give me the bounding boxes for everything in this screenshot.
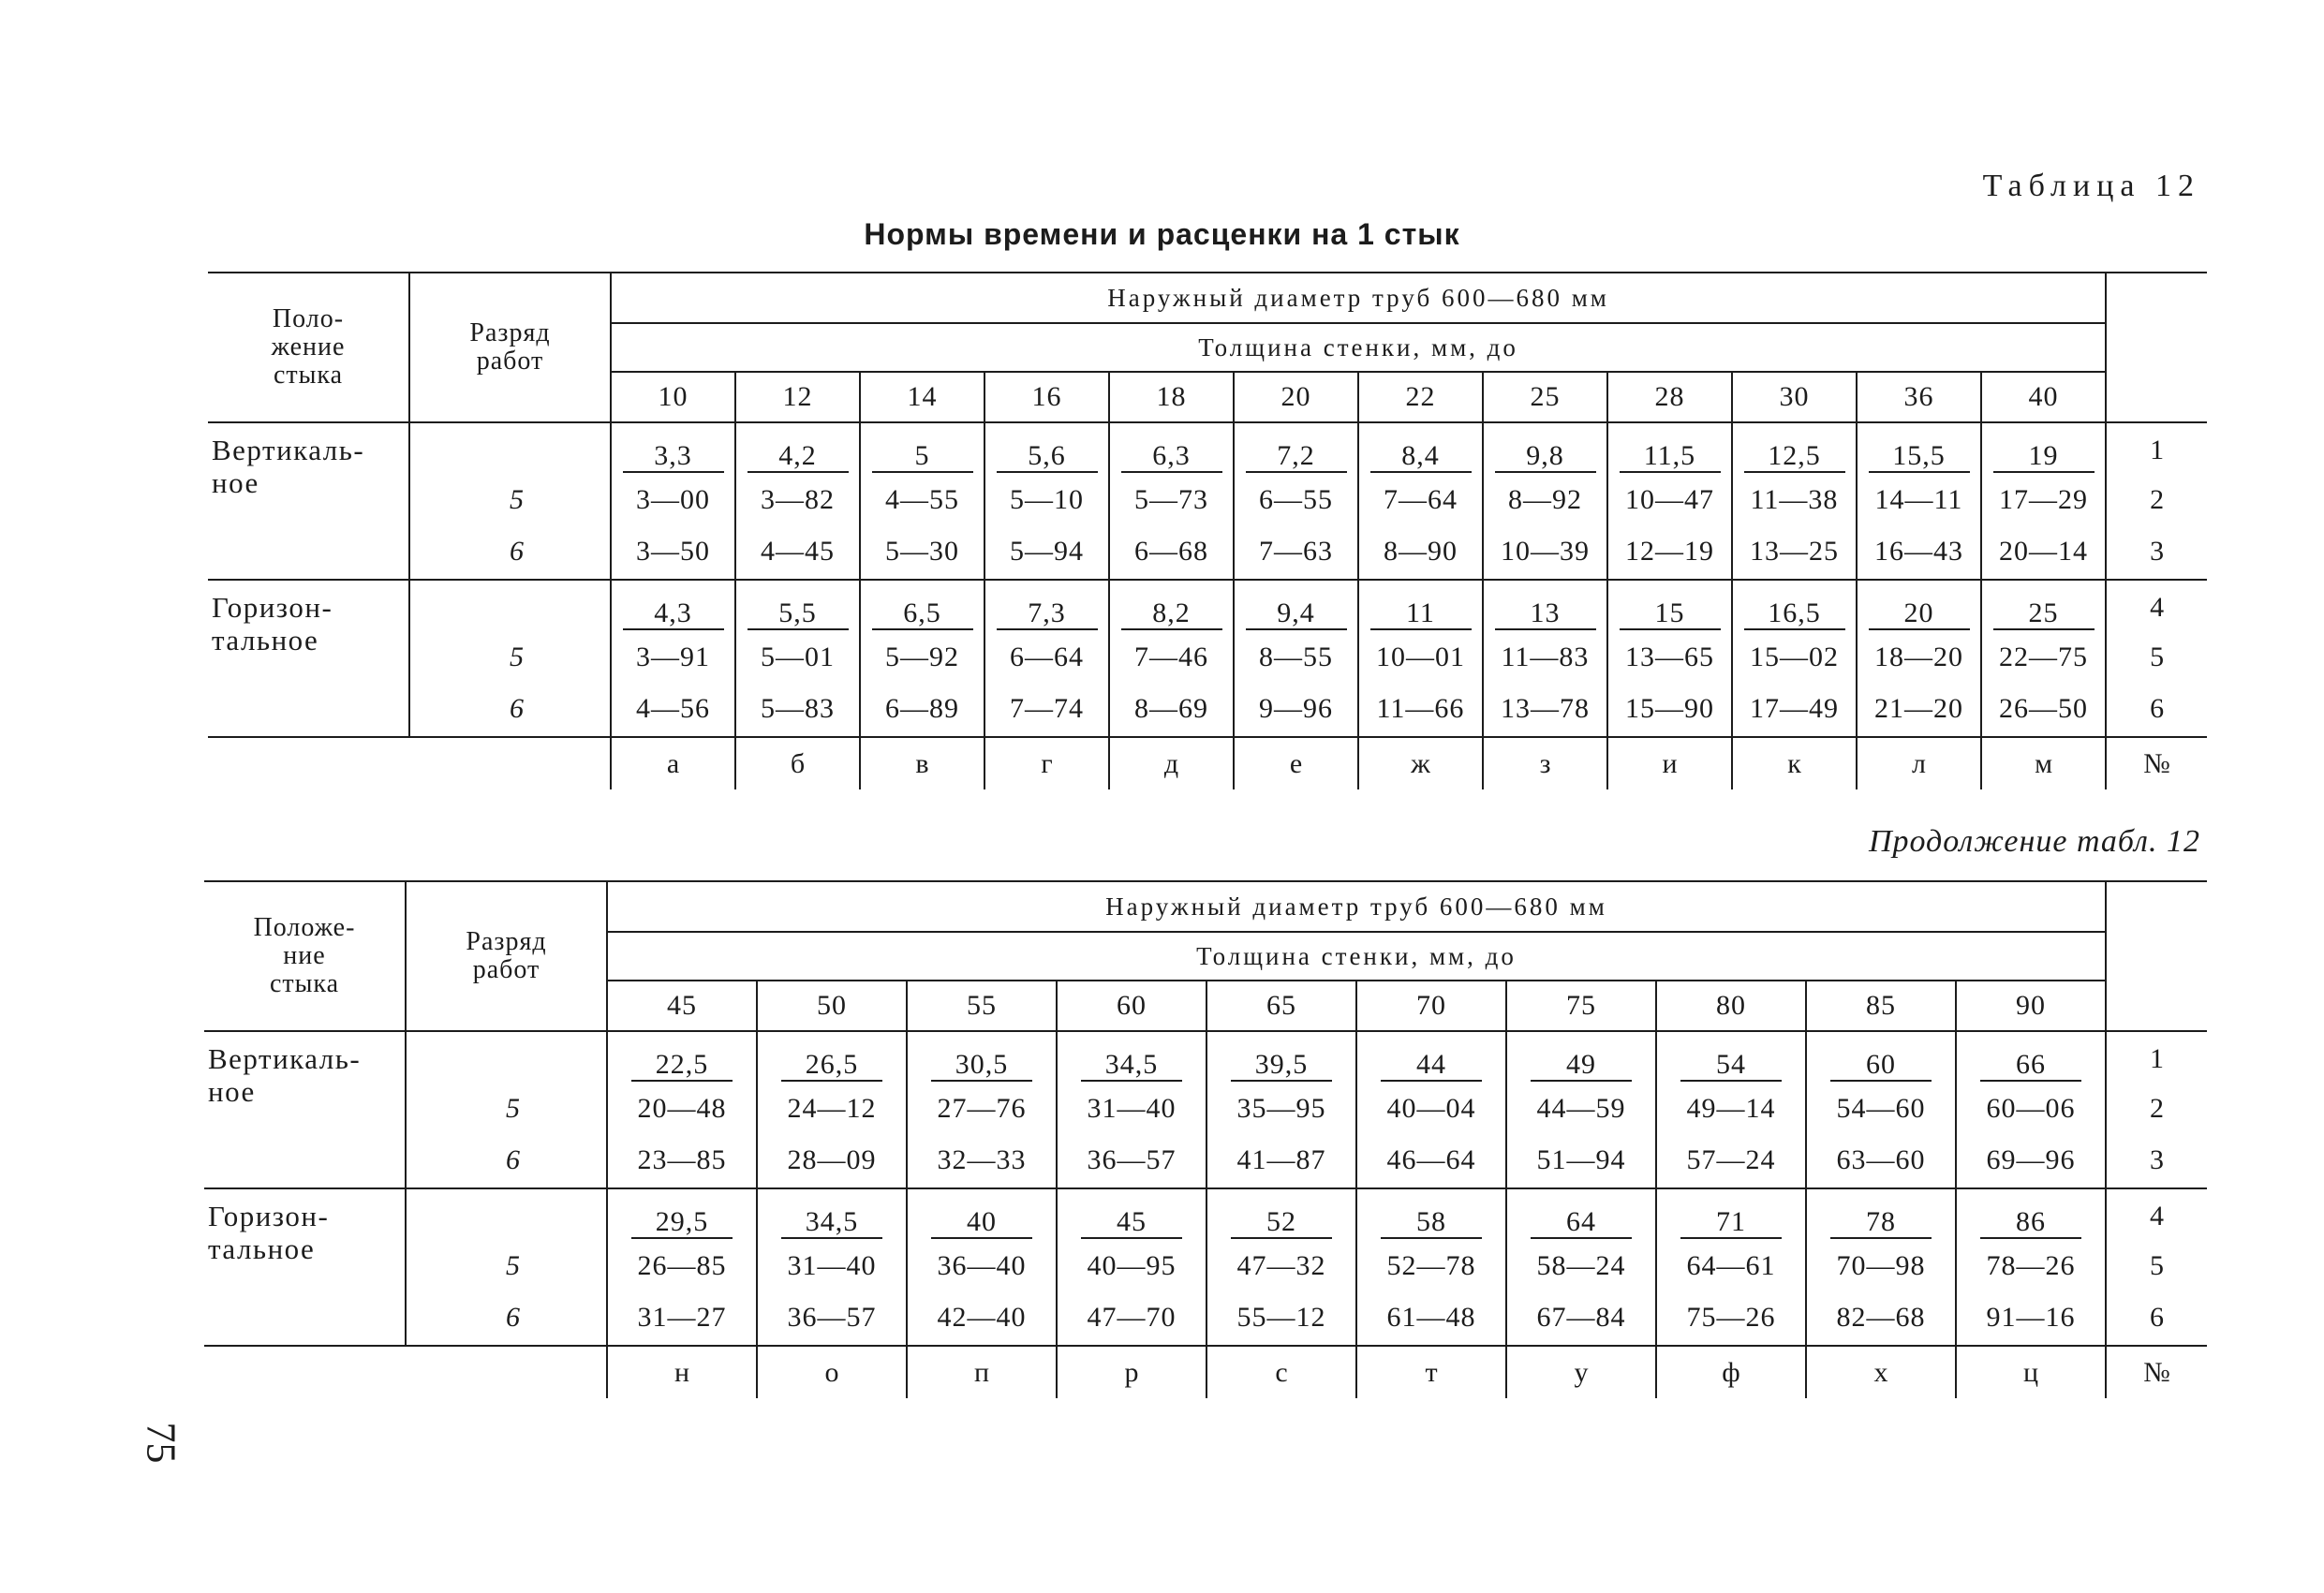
time-norm: 15 <box>1620 598 1721 631</box>
thickness-value: 16 <box>984 372 1109 422</box>
column-letter: к <box>1732 737 1857 789</box>
row-number: 4 <box>2150 1200 2165 1232</box>
rate-grade-6: 47—70 <box>1057 1290 1206 1346</box>
thickness-value: 30 <box>1732 372 1857 422</box>
column-letter: ф <box>1656 1346 1806 1398</box>
diameter-header: Наружный диаметр труб 600—680 мм <box>607 881 2106 932</box>
position-label-line: тальное <box>212 623 319 656</box>
rate-grade-5: 6—64 <box>984 634 1109 681</box>
column-letter: т <box>1356 1346 1506 1398</box>
rate-grade-5: 13—65 <box>1607 634 1732 681</box>
row-number: 6 <box>2106 681 2207 737</box>
grade-label: 5 <box>406 1085 607 1132</box>
grade-label: 6 <box>406 1290 607 1346</box>
rate-grade-6: 20—14 <box>1981 524 2106 580</box>
grade-header <box>406 881 607 1031</box>
rate-grade-6: 6—68 <box>1109 524 1234 580</box>
time-norm: 66 <box>1980 1050 2081 1083</box>
grade-header-line: Разряд <box>469 317 551 347</box>
rate-grade-6: 5—94 <box>984 524 1109 580</box>
rate-grade-6: 9—96 <box>1234 681 1358 737</box>
time-norm: 60 <box>1830 1050 1932 1083</box>
rate-grade-5: 47—32 <box>1206 1243 1356 1290</box>
rate-grade-5: 18—20 <box>1857 634 1981 681</box>
rate-grade-5: 60—06 <box>1956 1085 2106 1132</box>
thickness-value: 50 <box>757 981 907 1031</box>
column-letter: ж <box>1358 737 1483 789</box>
time-norm: 15,5 <box>1869 441 1970 474</box>
rate-grade-5: 26—85 <box>607 1243 757 1290</box>
time-norm: 8,2 <box>1121 598 1222 631</box>
column-letter: е <box>1234 737 1358 789</box>
rate-grade-5: 3—00 <box>611 477 735 524</box>
position-label <box>204 1031 406 1188</box>
rate-grade-6: 51—94 <box>1506 1132 1656 1188</box>
rate-grade-5: 31—40 <box>1057 1085 1206 1132</box>
time-norm: 6,5 <box>872 598 973 631</box>
column-letter: г <box>984 737 1109 789</box>
rate-grade-6: 6—89 <box>860 681 984 737</box>
rate-grade-5: 15—02 <box>1732 634 1857 681</box>
row-number: 5 <box>2150 642 2165 672</box>
row-number: 6 <box>2106 1290 2207 1346</box>
time-norm: 30,5 <box>931 1050 1032 1083</box>
rate-grade-6: 36—57 <box>1057 1132 1206 1188</box>
thickness-value: 85 <box>1806 981 1956 1031</box>
rate-grade-5: 10—47 <box>1607 477 1732 524</box>
diameter-header: Наружный диаметр труб 600—680 мм <box>611 273 2106 323</box>
position-label <box>204 1188 406 1346</box>
column-letter: и <box>1607 737 1732 789</box>
rate-grade-6: 13—78 <box>1483 681 1607 737</box>
row-number: 2 <box>2150 1093 2165 1124</box>
time-norm: 4,2 <box>748 441 849 474</box>
rate-grade-6: 42—40 <box>907 1290 1057 1346</box>
time-norm: 58 <box>1381 1207 1482 1240</box>
time-norm: 9,8 <box>1495 441 1596 474</box>
rate-grade-5: 58—24 <box>1506 1243 1656 1290</box>
rate-grade-5: 31—40 <box>757 1243 907 1290</box>
rate-grade-6: 12—19 <box>1607 524 1732 580</box>
column-letter: р <box>1057 1346 1206 1398</box>
grade-label: 6 <box>406 1132 607 1188</box>
time-norm: 34,5 <box>1081 1050 1182 1083</box>
time-norm: 9,4 <box>1246 598 1347 631</box>
row-number: 3 <box>2106 524 2207 580</box>
time-norm: 12,5 <box>1744 441 1845 474</box>
time-norm: 71 <box>1680 1207 1782 1240</box>
time-norm: 6,3 <box>1121 441 1222 474</box>
rate-grade-6: 67—84 <box>1506 1290 1656 1346</box>
time-norm: 25 <box>1993 598 2095 631</box>
grade-header-line: работ <box>472 955 540 984</box>
position-header-line: ние <box>283 940 326 970</box>
column-letter: с <box>1206 1346 1356 1398</box>
norms-table-2 <box>204 880 2207 1398</box>
grade-label: 5 <box>409 477 611 524</box>
row-number: 1 <box>2150 1042 2165 1074</box>
time-norm: 20 <box>1869 598 1970 631</box>
rate-grade-6: 46—64 <box>1356 1132 1506 1188</box>
column-letter: п <box>907 1346 1057 1398</box>
rate-grade-5: 5—73 <box>1109 477 1234 524</box>
rate-grade-6: 91—16 <box>1956 1290 2106 1346</box>
time-norm: 8,4 <box>1370 441 1472 474</box>
rate-grade-5: 40—04 <box>1356 1085 1506 1132</box>
rate-grade-5: 3—82 <box>735 477 860 524</box>
table-caption: Таблица 12 <box>1982 169 2200 203</box>
rate-grade-5: 8—92 <box>1483 477 1607 524</box>
time-norm: 19 <box>1993 441 2095 474</box>
rate-grade-5: 70—98 <box>1806 1243 1956 1290</box>
rate-grade-6: 16—43 <box>1857 524 1981 580</box>
position-header-line: Положе- <box>253 912 356 942</box>
time-norm: 16,5 <box>1744 598 1845 631</box>
column-letter: у <box>1506 1346 1656 1398</box>
rate-grade-6: 23—85 <box>607 1132 757 1188</box>
thickness-value: 45 <box>607 981 757 1031</box>
rate-grade-5: 7—64 <box>1358 477 1483 524</box>
rate-grade-5: 78—26 <box>1956 1243 2106 1290</box>
position-header-line: Поло- <box>272 303 345 333</box>
rate-grade-6: 31—27 <box>607 1290 757 1346</box>
grade-header-line: Разряд <box>466 926 547 956</box>
rate-grade-6: 63—60 <box>1806 1132 1956 1188</box>
thickness-value: 80 <box>1656 981 1806 1031</box>
time-norm: 5 <box>872 441 973 474</box>
thickness-value: 65 <box>1206 981 1356 1031</box>
time-norm: 7,3 <box>997 598 1098 631</box>
thickness-value: 70 <box>1356 981 1506 1031</box>
row-number: 3 <box>2106 1132 2207 1188</box>
continuation-caption: Продолжение табл. 12 <box>1868 824 2200 859</box>
rate-grade-5: 10—01 <box>1358 634 1483 681</box>
rate-grade-5: 24—12 <box>757 1085 907 1132</box>
rate-grade-5: 35—95 <box>1206 1085 1356 1132</box>
position-label-line: Вертикаль- <box>212 434 365 466</box>
page-number: 75 <box>138 1422 185 1464</box>
grade-label: 6 <box>409 524 611 580</box>
position-header-line: жение <box>271 332 346 361</box>
grade-header-line: работ <box>476 347 544 376</box>
rate-grade-6: 10—39 <box>1483 524 1607 580</box>
time-norm: 22,5 <box>631 1050 733 1083</box>
time-norm: 86 <box>1980 1207 2081 1240</box>
rate-grade-6: 55—12 <box>1206 1290 1356 1346</box>
thickness-value: 60 <box>1057 981 1206 1031</box>
rate-grade-6: 8—69 <box>1109 681 1234 737</box>
column-letter: л <box>1857 737 1981 789</box>
rate-grade-5: 14—11 <box>1857 477 1981 524</box>
position-label-line: тальное <box>208 1232 316 1265</box>
rate-grade-5: 11—38 <box>1732 477 1857 524</box>
column-letter: о <box>757 1346 907 1398</box>
column-letter: в <box>860 737 984 789</box>
rate-grade-6: 36—57 <box>757 1290 907 1346</box>
position-header <box>204 881 406 1031</box>
rate-grade-6: 13—25 <box>1732 524 1857 580</box>
rate-grade-5: 22—75 <box>1981 634 2106 681</box>
position-label-line: Горизон- <box>208 1200 330 1232</box>
rate-grade-6: 7—63 <box>1234 524 1358 580</box>
thickness-value: 10 <box>611 372 735 422</box>
position-label-line: Горизон- <box>212 591 333 624</box>
grade-label: 5 <box>409 634 611 681</box>
position-header-line: стыка <box>273 361 344 391</box>
column-letter: б <box>735 737 860 789</box>
rate-grade-6: 61—48 <box>1356 1290 1506 1346</box>
thickness-value: 18 <box>1109 372 1234 422</box>
table-title: Нормы времени и расценки на 1 стык <box>864 217 1460 251</box>
rate-grade-5: 49—14 <box>1656 1085 1806 1132</box>
rate-grade-5: 64—61 <box>1656 1243 1806 1290</box>
rate-grade-5: 5—01 <box>735 634 860 681</box>
rate-grade-6: 57—24 <box>1656 1132 1806 1188</box>
thickness-value: 20 <box>1234 372 1358 422</box>
position-label <box>208 422 409 580</box>
rate-grade-5: 20—48 <box>607 1085 757 1132</box>
rate-grade-5: 3—91 <box>611 634 735 681</box>
time-norm: 54 <box>1680 1050 1782 1083</box>
rate-grade-5: 11—83 <box>1483 634 1607 681</box>
position-label-line: ное <box>212 465 259 499</box>
rate-grade-5: 5—10 <box>984 477 1109 524</box>
thickness-value: 12 <box>735 372 860 422</box>
rate-grade-6: 69—96 <box>1956 1132 2106 1188</box>
position-label-line: ное <box>208 1074 256 1108</box>
time-norm: 40 <box>931 1207 1032 1240</box>
rate-grade-6: 41—87 <box>1206 1132 1356 1188</box>
time-norm: 3,3 <box>623 441 724 474</box>
grade-label: 6 <box>409 681 611 737</box>
rate-grade-6: 17—49 <box>1732 681 1857 737</box>
position-header-line: стыка <box>269 969 340 999</box>
position-label-line: Вертикаль- <box>208 1042 362 1075</box>
rate-grade-5: 17—29 <box>1981 477 2106 524</box>
row-number: 2 <box>2150 484 2165 515</box>
rate-grade-5: 52—78 <box>1356 1243 1506 1290</box>
rate-grade-5: 6—55 <box>1234 477 1358 524</box>
rate-grade-6: 82—68 <box>1806 1290 1956 1346</box>
time-norm: 49 <box>1531 1050 1632 1083</box>
rate-grade-6: 5—30 <box>860 524 984 580</box>
time-norm: 45 <box>1081 1207 1182 1240</box>
column-letter: х <box>1806 1346 1956 1398</box>
position-label <box>208 580 409 737</box>
time-norm: 13 <box>1495 598 1596 631</box>
column-letter: а <box>611 737 735 789</box>
norms-table-1 <box>208 272 2207 789</box>
rate-grade-6: 11—66 <box>1358 681 1483 737</box>
rate-grade-5: 7—46 <box>1109 634 1234 681</box>
column-letter: д <box>1109 737 1234 789</box>
grade-label: 5 <box>406 1243 607 1290</box>
thickness-value: 28 <box>1607 372 1732 422</box>
grade-header <box>409 273 611 422</box>
column-letter: н <box>607 1346 757 1398</box>
rate-grade-6: 8—90 <box>1358 524 1483 580</box>
rate-grade-5: 8—55 <box>1234 634 1358 681</box>
rate-grade-6: 4—56 <box>611 681 735 737</box>
time-norm: 4,3 <box>623 598 724 631</box>
time-norm: 5,5 <box>748 598 849 631</box>
number-label: № <box>2106 737 2207 789</box>
thickness-value: 25 <box>1483 372 1607 422</box>
thickness-value: 22 <box>1358 372 1483 422</box>
row-number: 1 <box>2150 434 2165 465</box>
time-norm: 44 <box>1381 1050 1482 1083</box>
thickness-value: 90 <box>1956 981 2106 1031</box>
rate-grade-5: 40—95 <box>1057 1243 1206 1290</box>
thickness-value: 40 <box>1981 372 2106 422</box>
time-norm: 11,5 <box>1620 441 1721 474</box>
time-norm: 78 <box>1830 1207 1932 1240</box>
rate-grade-5: 5—92 <box>860 634 984 681</box>
rate-grade-6: 5—83 <box>735 681 860 737</box>
time-norm: 11 <box>1370 598 1472 631</box>
position-header <box>208 273 409 422</box>
time-norm: 39,5 <box>1231 1050 1332 1083</box>
time-norm: 5,6 <box>997 441 1098 474</box>
column-letter: ц <box>1956 1346 2106 1398</box>
time-norm: 64 <box>1531 1207 1632 1240</box>
rate-grade-6: 15—90 <box>1607 681 1732 737</box>
rate-grade-6: 28—09 <box>757 1132 907 1188</box>
number-label: № <box>2106 1346 2207 1398</box>
time-norm: 7,2 <box>1246 441 1347 474</box>
rate-grade-5: 36—40 <box>907 1243 1057 1290</box>
rate-grade-5: 54—60 <box>1806 1085 1956 1132</box>
rate-grade-6: 3—50 <box>611 524 735 580</box>
rate-grade-5: 4—55 <box>860 477 984 524</box>
time-norm: 26,5 <box>781 1050 882 1083</box>
column-letter: з <box>1483 737 1607 789</box>
thickness-header: Толщина стенки, мм, до <box>611 323 2106 372</box>
rate-grade-6: 26—50 <box>1981 681 2106 737</box>
rate-grade-6: 21—20 <box>1857 681 1981 737</box>
rate-grade-6: 7—74 <box>984 681 1109 737</box>
time-norm: 29,5 <box>631 1207 733 1240</box>
column-letter: м <box>1981 737 2106 789</box>
row-number: 4 <box>2150 591 2165 623</box>
rate-grade-5: 27—76 <box>907 1085 1057 1132</box>
row-number: 5 <box>2150 1250 2165 1281</box>
rate-grade-6: 75—26 <box>1656 1290 1806 1346</box>
time-norm: 34,5 <box>781 1207 882 1240</box>
thickness-value: 75 <box>1506 981 1656 1031</box>
rate-grade-6: 4—45 <box>735 524 860 580</box>
rate-grade-5: 44—59 <box>1506 1085 1656 1132</box>
thickness-value: 14 <box>860 372 984 422</box>
thickness-value: 36 <box>1857 372 1981 422</box>
rate-grade-6: 32—33 <box>907 1132 1057 1188</box>
thickness-header: Толщина стенки, мм, до <box>607 932 2106 981</box>
thickness-value: 55 <box>907 981 1057 1031</box>
time-norm: 52 <box>1231 1207 1332 1240</box>
